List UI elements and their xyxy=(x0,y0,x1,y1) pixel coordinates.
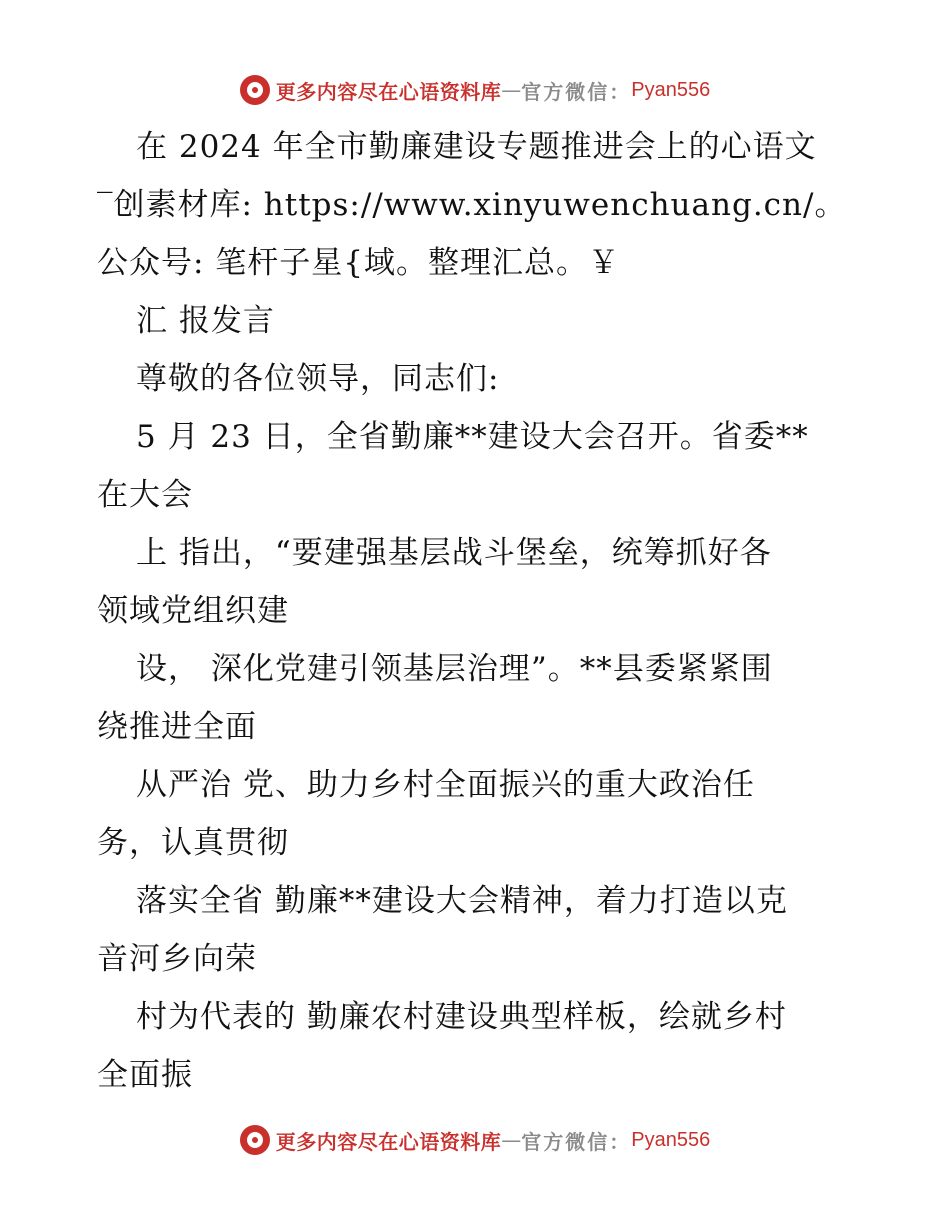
footer-banner xyxy=(0,1120,950,1160)
document-body xyxy=(97,118,867,1104)
footer-banner-text: 更多内容尽在心语资料库 xyxy=(275,1129,502,1154)
body-line: 村为代表的 勤廉农村建设典型样板，绘就乡村 xyxy=(136,999,787,1035)
header-banner-text: 更多内容尽在心语资料库 xyxy=(275,79,502,104)
body-line: 音河乡向荣 xyxy=(97,941,257,977)
footer-banner-label: 官方微信： xyxy=(521,1129,632,1154)
footer-banner-id: Pyan556 xyxy=(631,1128,711,1151)
body-line: 全面振 xyxy=(97,1057,193,1093)
body-line: 在大会 xyxy=(97,477,193,513)
body-line: 领域党组织建 xyxy=(97,593,289,629)
salutation: 尊敬的各位领导，同志们: xyxy=(136,361,500,397)
body-line: 落实全省 勤廉**建设大会精神，着力打造以克 xyxy=(136,883,788,919)
body-line: 绕推进全面 xyxy=(97,709,257,745)
body-line: 5 月 23 日，全省勤廉**建设大会召开。省委** xyxy=(136,419,809,455)
brand-logo-icon xyxy=(240,75,270,105)
footer-banner-dash: — xyxy=(501,1128,522,1152)
body-line: 务，认真贯彻 xyxy=(97,825,289,861)
body-line: 上 指出，“要建强基层战斗堡垒，统筹抓好各 xyxy=(136,535,772,571)
body-line: ‾创素材库: https://www.xinyuwenchuang.cn/。 xyxy=(97,187,847,223)
header-banner-label: 官方微信： xyxy=(521,79,632,104)
brand-logo-icon xyxy=(240,1125,270,1155)
header-banner-id: Pyan556 xyxy=(631,78,711,101)
body-line: 设， 深化党建引领基层治理”。**县委紧紧围 xyxy=(136,651,773,687)
header-banner-dash: — xyxy=(501,78,522,102)
body-line: 汇 报发言 xyxy=(136,303,275,339)
body-line: 从严治 党、助力乡村全面振兴的重大政治任 xyxy=(136,767,755,803)
body-line: 在 2024 年全市勤廉建设专题推进会上的心语文 xyxy=(136,129,817,165)
body-line: 公众号: 笔杆子星{域。整理汇总。￥ xyxy=(97,245,621,281)
header-banner xyxy=(0,70,950,110)
